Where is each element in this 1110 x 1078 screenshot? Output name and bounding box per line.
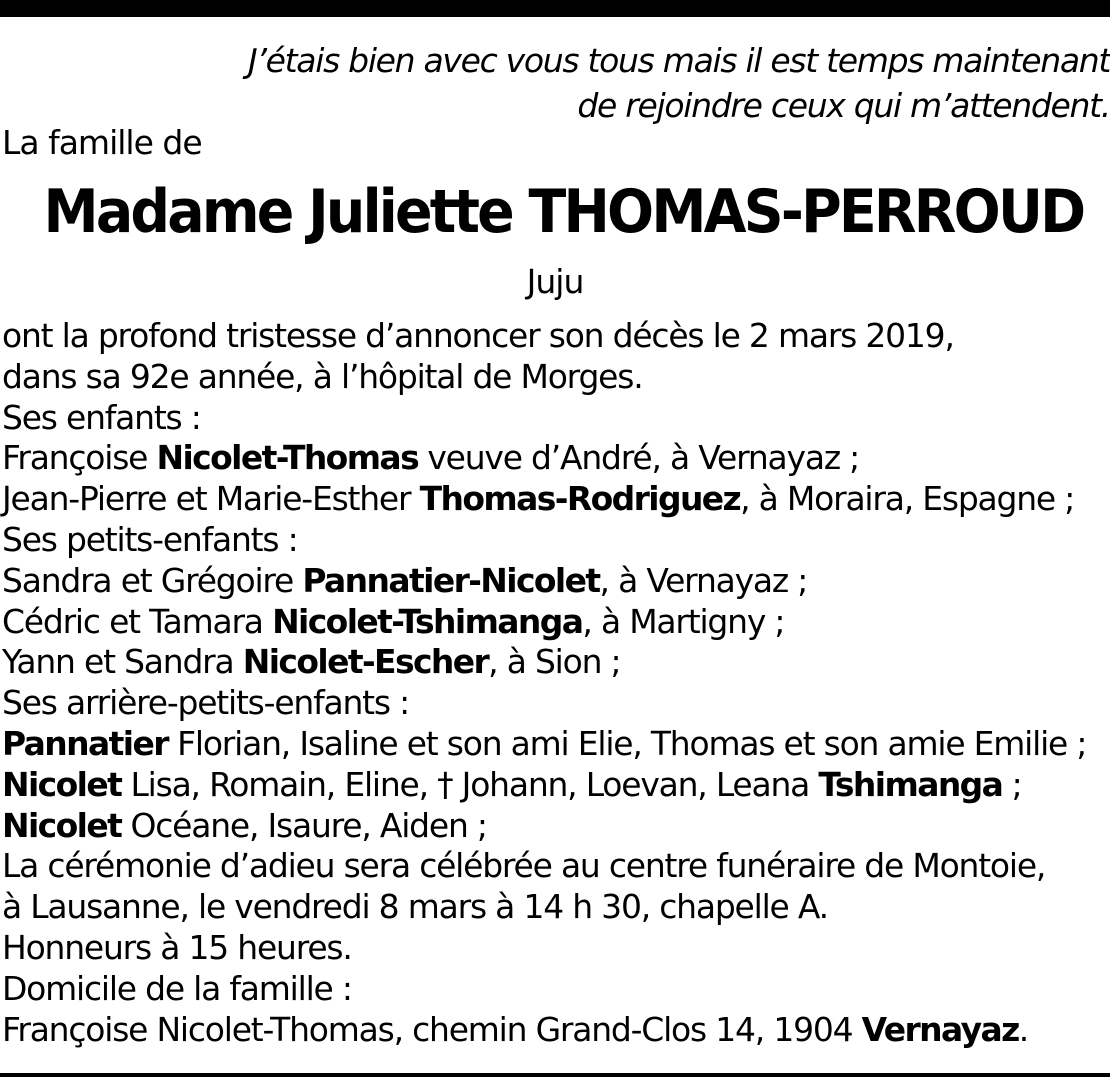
top-border-rule [0, 0, 1110, 17]
child-family-name: Nicolet-Thomas [156, 438, 419, 478]
grandchild-detail: , à Vernayaz ; [599, 560, 808, 600]
grandchild-family-name: Pannatier-Nicolet [302, 560, 600, 600]
epigraph-text: J’étais bien avec vous tous mais il est temps maintenant [248, 41, 1110, 80]
great-grandchild-line-end: ; [1002, 764, 1022, 804]
great-grandchildren-heading: Ses arrière-petits-enfants : [2, 683, 410, 723]
obituary-body [2, 316, 1108, 1050]
great-grandchild-names: Florian, Isaline et son ami Elie, Thomas et son amie Emilie ; [167, 723, 1087, 763]
intro-text: La famille de [2, 123, 202, 162]
child-given-names: Jean-Pierre et Marie-Esther [2, 479, 420, 519]
deceased-name-text: Madame Juliette THOMAS-PERROUD [43, 177, 1084, 247]
domicile-heading: Domicile de la famille : [2, 968, 352, 1008]
epigraph-quote [0, 38, 1110, 128]
grandchildren-heading: Ses petits-enfants : [2, 519, 298, 559]
great-grandchild-names: Océane, Isaure, Aiden ; [121, 805, 487, 845]
great-grandchild-entry [2, 806, 1106, 847]
child-given-names: Françoise [2, 438, 157, 478]
grandchild-given-names: Yann et Sandra [2, 642, 243, 682]
great-grandchild-family-name: Nicolet [2, 805, 122, 845]
child-family-name: Thomas-Rodriguez [419, 479, 741, 519]
grandchild-given-names: Cédric et Tamara [2, 601, 273, 641]
grandchild-given-names: Sandra et Grégoire [2, 560, 303, 600]
child-entry [2, 479, 1106, 520]
great-grandchild-names: Lisa, Romain, Eline, † Johann, Loevan, Leana [121, 764, 819, 804]
domicile-town: Vernayaz [861, 1009, 1019, 1049]
bottom-border-rule [0, 1073, 1110, 1077]
deceased-nickname: Juju [526, 262, 584, 301]
great-grandchild-entry [2, 724, 1106, 765]
children-heading: Ses enfants : [2, 397, 201, 437]
epigraph-line-1 [0, 38, 1110, 83]
great-grandchild-family-name-2: Tshimanga [818, 764, 1003, 804]
ceremony-line-3: Honneurs à 15 heures. [2, 927, 352, 967]
great-grandchild-family-name: Nicolet [2, 764, 122, 804]
grandchild-detail: , à Sion ; [488, 642, 621, 682]
child-detail: veuve d’André, à Vernayaz ; [418, 438, 860, 478]
epigraph-text: de rejoindre ceux qui m’attendent. [577, 86, 1110, 125]
grandchild-detail: , à Martigny ; [582, 601, 785, 641]
ceremony-line-2: à Lausanne, le vendredi 8 mars à 14 h 30, chapelle A. [2, 887, 828, 927]
domicile-end: . [1018, 1009, 1028, 1049]
grandchild-family-name: Nicolet-Tshimanga [272, 601, 583, 641]
grandchild-entry [2, 642, 1106, 683]
deceased-name-heading [0, 176, 1110, 248]
child-detail: , à Moraira, Espagne ; [740, 479, 1075, 519]
grandchild-family-name: Nicolet-Escher [242, 642, 489, 682]
announcement-line-1: ont la profond tristesse d’annoncer son décès le 2 mars 2019, [2, 316, 954, 355]
child-entry [2, 438, 1106, 479]
grandchild-entry [2, 602, 1106, 643]
domicile-address [2, 1010, 1106, 1051]
ceremony-line-1: La cérémonie d’adieu sera célébrée au centre funéraire de Montoie, [2, 846, 1046, 886]
great-grandchild-entry [2, 765, 1106, 806]
great-grandchild-family-name: Pannatier [2, 723, 168, 763]
domicile-street: Françoise Nicolet-Thomas, chemin Grand-Clos 14, 1904 [2, 1009, 862, 1049]
announcement-line-2: dans sa 92e année, à l’hôpital de Morges. [2, 356, 643, 396]
grandchild-entry [2, 561, 1106, 602]
